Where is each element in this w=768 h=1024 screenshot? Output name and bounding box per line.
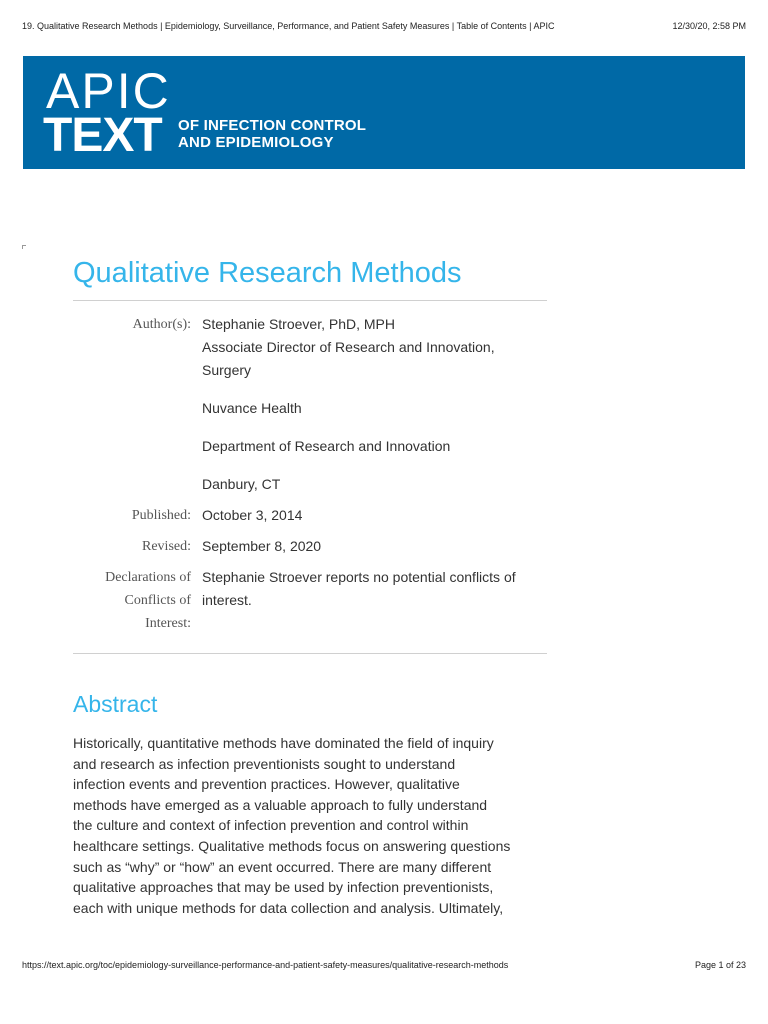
revised-date: September 8, 2020: [202, 538, 322, 554]
affiliation-line: Danbury, CT: [202, 476, 281, 492]
abstract-line: the culture and context of infection prevention and control within: [73, 817, 469, 834]
logo-subtitle-line2: AND EPIDEMIOLOGY: [178, 134, 334, 151]
declarations-label-line: Interest:: [145, 616, 191, 631]
published-date: October 3, 2014: [202, 507, 303, 523]
declarations-label-line: Declarations of: [105, 570, 191, 585]
declarations-row: [73, 566, 547, 635]
author-line: Stephanie Stroever, PhD, MPH: [202, 316, 395, 332]
print-header-title: 19. Qualitative Research Methods | Epidemiology, Surveillance, Performance, and Patient Safety Measures | Table of Contents | APIC: [22, 21, 555, 31]
print-header-datetime: 12/30/20, 2:58 PM: [672, 21, 746, 31]
abstract-line: qualitative approaches that may be used by infection preventionists,: [73, 879, 494, 896]
declarations-label-line: Conflicts of: [124, 593, 191, 608]
logo-subtitle-line1: OF INFECTION CONTROL: [178, 117, 367, 134]
article-metadata: [73, 313, 547, 635]
logo-text: TEXT: [43, 109, 162, 162]
metadata-divider: [73, 653, 547, 654]
title-divider: [73, 300, 547, 301]
abstract-line: each with unique methods for data collection and analysis. Ultimately,: [73, 899, 504, 916]
print-footer: [22, 960, 746, 970]
abstract-line: infection events and prevention practices. However, qualitative: [73, 776, 460, 793]
declarations-line: Stephanie Stroever reports no potential conflicts of: [202, 569, 516, 585]
authors-label: Author(s):: [132, 317, 191, 332]
affiliation-line: Nuvance Health: [202, 400, 302, 416]
abstract-body: [73, 733, 547, 918]
abstract-line: and research as infection preventionists sought to understand: [73, 755, 456, 772]
author-line: Associate Director of Research and Innovation,: [202, 339, 495, 355]
print-footer-url[interactable]: https://text.apic.org/toc/epidemiology-surveillance-performance-and-patient-safety-measures/qualitative-research-methods: [22, 960, 509, 970]
revised-label: Revised:: [142, 539, 191, 554]
abstract-line: such as “why” or “how” an event occurred. There are many different: [73, 858, 492, 875]
published-label: Published:: [131, 508, 191, 523]
abstract-line: healthcare settings. Qualitative methods focus on answering questions: [73, 837, 511, 854]
print-header: [22, 21, 746, 31]
page-title: Qualitative Research Methods: [73, 257, 462, 289]
authors-values: [202, 313, 547, 496]
logo-subtitle: [178, 117, 366, 151]
article-content: [73, 253, 547, 918]
declarations-line: interest.: [202, 592, 252, 608]
logo-apic: APIC: [46, 63, 171, 119]
published-row: [73, 504, 547, 527]
abstract-heading: Abstract: [73, 691, 158, 717]
declarations-text: [202, 566, 547, 635]
affiliation-line: Department of Research and Innovation: [202, 438, 451, 454]
revised-row: [73, 535, 547, 558]
print-footer-page: Page 1 of 23: [694, 960, 746, 970]
corner-mark-icon: [22, 245, 26, 249]
abstract-line: methods have emerged as a valuable approach to fully understand: [73, 796, 488, 813]
abstract-line: Historically, quantitative methods have dominated the field of inquiry: [73, 735, 494, 751]
apic-text-banner[interactable]: [23, 56, 745, 169]
author-line: Surgery: [202, 362, 252, 378]
authors-row: [73, 313, 547, 496]
declarations-label: [73, 566, 202, 635]
